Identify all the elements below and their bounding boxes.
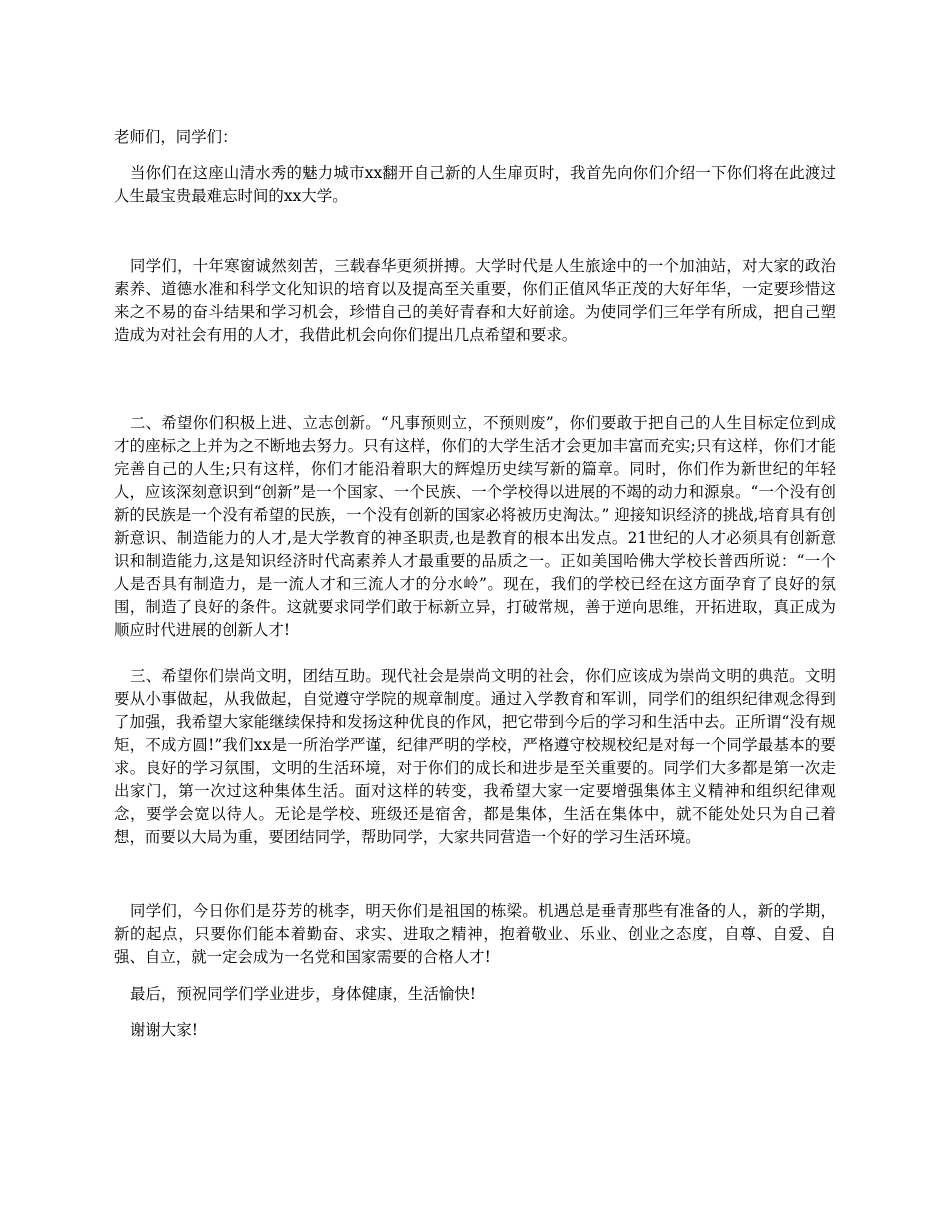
greeting: 老师们，同学们： bbox=[114, 128, 238, 146]
paragraph-future: 同学们，今日你们是芬芳的桃李，明天你们是祖国的栋梁。机遇总是垂青那些有准备的人，新的学期，新的起点，只要你们能本着勤奋、求实、进取之精神，抱着敬业、乐业、创业之态度，自尊、自爱、自强、自立，就一定会成为一名党和国家需要的合格人才! bbox=[114, 902, 836, 966]
paragraph-introduction: 当你们在这座山清水秀的魅力城市xx翻开自己新的人生扉页时，我首先向你们介绍一下你们将在此渡过人生最宝贵最难忘时间的xx大学。 bbox=[114, 164, 836, 205]
paragraph-civility: 三、希望你们崇尚文明，团结互助。现代社会是崇尚文明的社会，你们应该成为崇尚文明的典范。文明要从小事做起，从我做起，自觉遵守学院的规章制度。通过入学教育和军训，同学们的组织纪律观念得到了加强，我希望大家能继续保持和发扬这种优良的作风，把它带到今后的学习和生活中去。正所谓“没有规矩，不成方圆!”我们xx是一所治学严谨，纪律严明的学校，严格遵守校规校纪是对每一个同学最基本的要求。良好的学习氛围，文明的生活环境，对于你们的成长和进步是至关重要的。同学们大多都是第一次走出家门，第一次过这种集体生活。面对这样的转变，我希望大家一定要增强集体主义精神和组织纪律观念，要学会宽以待人。无论是学校、班级还是宿舍，都是集体，生活在集体中，就不能处处只为自己着想，而要以大局为重，要团结同学，帮助同学，大家共同营造一个好的学习生活环境。 bbox=[114, 667, 836, 846]
paragraph-innovation: 二、希望你们积极上进、立志创新。“凡事预则立，不预则废”，你们要敢于把自己的人生目标定位到成才的座标之上并为之不断地去努力。只有这样，你们的大学生活才会更加丰富而充实;只有这样，你们才能完善自己的人生;只有这样，你们才能沿着职大的辉煌历史续写新的篇章。同时，你们作为新世纪的年轻人，应该深刻意识到“创新”是一个国家、一个民族、一个学校得以进展的不竭的动力和源泉。“一个没有创新的民族是一个没有希望的民族，一个没有创新的国家必将被历史淘汰。” 迎接知识经济的挑战,培育具有创新意识、制造能力的人才,是大学教育的神圣职责,也是教育的根本出发点。21世纪的人才必须具有创新意识和制造能力,这是知识经济时代高素养人才最重要的品质之一。正如美国哈佛大学校长普西所说：“一个人是否具有制造力，是一流人才和三流人才的分水岭”。现在，我们的学校已经在这方面孕育了良好的氛围，制造了良好的条件。这就要求同学们敢于标新立异，打破常规，善于逆向思维，开拓进取，真正成为顺应时代进展的创新人才! bbox=[114, 414, 836, 639]
paragraph-wishes: 最后，预祝同学们学业进步，身体健康，生活愉快! bbox=[130, 985, 476, 1003]
paragraph-university-life: 同学们，十年寒窗诚然刻苦，三载春华更须拼搏。大学时代是人生旅途中的一个加油站，对大家的政治素养、道德水准和科学文化知识的培育以及提高至关重要，你们正值风华正茂的大好年华，一定要珍惜这来之不易的奋斗结果和学习机会，珍惜自己的美好青春和大好前途。为使同学们三年学有所成，把自己塑造成为对社会有用的人才，我借此机会向你们提出几点希望和要求。 bbox=[114, 257, 836, 344]
paragraph-thanks: 谢谢大家! bbox=[130, 1021, 198, 1039]
